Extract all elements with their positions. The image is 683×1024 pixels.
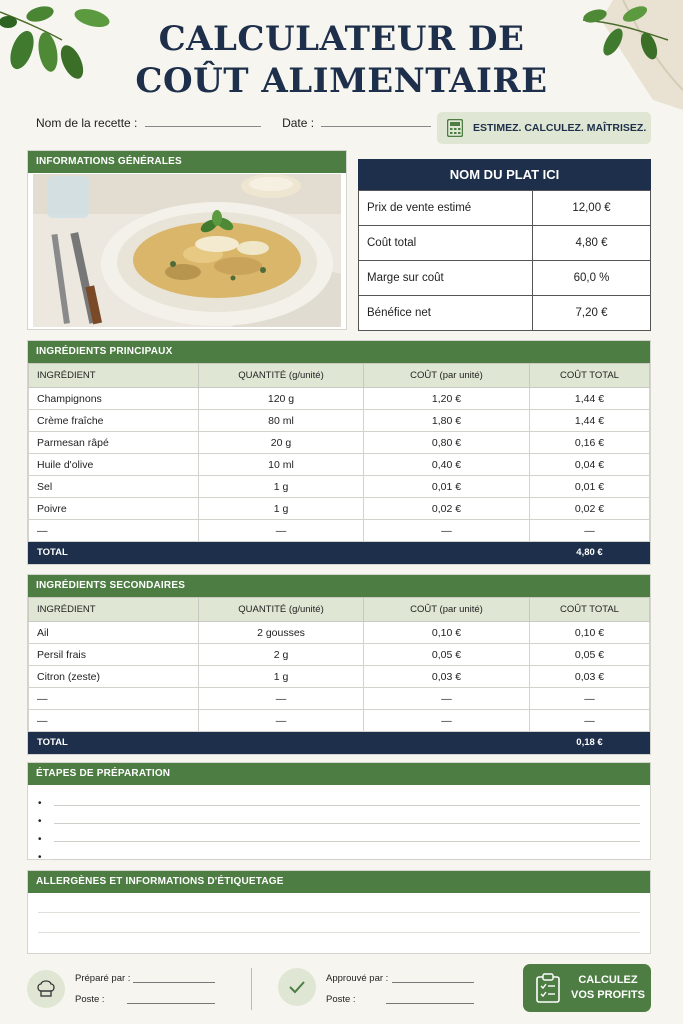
table-row (29, 520, 650, 542)
table-row (29, 410, 650, 432)
summary-label: Marge sur coût (359, 261, 533, 296)
post-field[interactable] (127, 1003, 215, 1004)
summary-row-profit (359, 296, 651, 331)
quantity-cell[interactable]: 2 gousses (199, 622, 364, 644)
chef-hat-badge (27, 970, 65, 1008)
secondary-ingredients-section (27, 574, 651, 755)
page-title: CALCULATEUR DE COÛT ALIMENTAIRE (135, 19, 548, 101)
main-total-row (29, 542, 650, 564)
total-cost-cell[interactable]: 0,01 € (530, 476, 650, 498)
table-row (29, 666, 650, 688)
ingredient-cell[interactable]: Huile d'olive (29, 454, 199, 476)
approved-by-field[interactable] (392, 982, 474, 983)
secondary-ingredients-header: INGRÉDIENTS SECONDAIRES (28, 575, 650, 597)
ingredient-cell[interactable]: Champignons (29, 388, 199, 410)
cta-label: CALCULEZ VOS PROFITS (571, 974, 645, 1001)
ingredient-cell[interactable]: Persil frais (29, 644, 199, 666)
post-field-2[interactable] (386, 1003, 474, 1004)
summary-row-margin (359, 261, 651, 296)
quantity-cell[interactable]: 80 ml (199, 410, 364, 432)
general-info-header: INFORMATIONS GÉNÉRALES (28, 151, 346, 173)
check-badge (278, 968, 316, 1006)
secondary-ingredients-table (28, 597, 650, 754)
bullet: • (38, 798, 42, 809)
calculator-icon (447, 119, 463, 137)
table-row (29, 388, 650, 410)
summary-label: Prix de vente estimé (359, 191, 533, 226)
col-quantity: QUANTITÉ (g/unité) (199, 598, 364, 622)
table-row (29, 432, 650, 454)
calculate-profits-button[interactable] (523, 964, 651, 1012)
unit-cost-cell[interactable]: — (364, 688, 530, 710)
ingredient-cell[interactable]: Poivre (29, 498, 199, 520)
dish-summary-table (358, 190, 651, 331)
approved-by-label: Approuvé par : (326, 973, 389, 984)
main-ingredients-rows (29, 388, 650, 542)
main-ingredients-section (27, 340, 651, 565)
ingredient-cell[interactable]: Crème fraîche (29, 410, 199, 432)
total-cost-cell[interactable]: 0,03 € (530, 666, 650, 688)
total-value: 0,18 € (530, 732, 650, 754)
total-cost-cell[interactable]: 0,10 € (530, 622, 650, 644)
recipe-name-label: Nom de la recette : (36, 116, 138, 130)
check-icon (286, 976, 308, 998)
quantity-cell[interactable]: — (199, 710, 364, 732)
quantity-cell[interactable]: — (199, 688, 364, 710)
dish-title[interactable]: NOM DU PLAT ICI (358, 159, 651, 190)
bullet: • (38, 834, 42, 845)
quantity-cell[interactable]: 1 g (199, 666, 364, 688)
secondary-total-row (29, 732, 650, 754)
recipe-name-field[interactable] (145, 117, 261, 127)
step-line[interactable] (38, 809, 640, 827)
quantity-cell[interactable]: 2 g (199, 644, 364, 666)
quantity-cell[interactable]: 1 g (199, 498, 364, 520)
prepared-by-field[interactable] (133, 982, 215, 983)
preparation-header: ÉTAPES DE PRÉPARATION (28, 763, 650, 785)
ingredient-cell[interactable]: — (29, 688, 199, 710)
allergens-header: ALLERGÈNES ET INFORMATIONS D'ÉTIQUETAGE (28, 871, 650, 893)
col-ingredient: INGRÉDIENT (29, 364, 199, 388)
unit-cost-cell[interactable]: 0,80 € (364, 432, 530, 454)
quantity-cell[interactable]: 120 g (199, 388, 364, 410)
bullet: • (38, 816, 42, 827)
tagline-text: ESTIMEZ. CALCULEZ. MAÎTRISEZ. (473, 122, 647, 134)
total-label: TOTAL (29, 732, 530, 754)
ingredient-cell[interactable]: Citron (zeste) (29, 666, 199, 688)
step-line[interactable] (38, 827, 640, 845)
step-line[interactable] (38, 791, 640, 809)
total-cost-cell[interactable]: 0,02 € (530, 498, 650, 520)
total-cost-cell[interactable]: 0,16 € (530, 432, 650, 454)
unit-cost-cell[interactable]: 0,40 € (364, 454, 530, 476)
ingredient-cell[interactable]: Parmesan râpé (29, 432, 199, 454)
table-row (29, 710, 650, 732)
step-line[interactable] (38, 845, 640, 863)
summary-value[interactable]: 12,00 € (533, 191, 651, 226)
quantity-cell[interactable]: 20 g (199, 432, 364, 454)
quantity-cell[interactable]: — (199, 520, 364, 542)
total-label: TOTAL (29, 542, 530, 564)
table-row (29, 454, 650, 476)
date-field[interactable] (321, 117, 431, 127)
ingredient-cell[interactable]: Sel (29, 476, 199, 498)
unit-cost-cell[interactable]: 0,01 € (364, 476, 530, 498)
secondary-ingredients-rows (29, 622, 650, 732)
total-cost-cell[interactable]: — (530, 710, 650, 732)
summary-label: Bénéfice net (359, 296, 533, 331)
risotto-photo (33, 174, 341, 327)
main-ingredients-table (28, 363, 650, 564)
table-row (29, 498, 650, 520)
total-cost-cell[interactable]: 1,44 € (530, 388, 650, 410)
col-total-cost: COÛT TOTAL (530, 598, 650, 622)
dish-summary (358, 159, 651, 331)
post-label: Poste : (75, 994, 105, 1005)
summary-value[interactable]: 60,0 % (533, 261, 651, 296)
allergen-line[interactable] (38, 893, 640, 913)
footer-divider (251, 968, 252, 1010)
date-label: Date : (282, 116, 315, 130)
summary-row-price (359, 191, 651, 226)
total-cost-cell[interactable]: 0,04 € (530, 454, 650, 476)
unit-cost-cell[interactable]: 0,02 € (364, 498, 530, 520)
total-value: 4,80 € (530, 542, 650, 564)
total-cost-cell[interactable]: — (530, 688, 650, 710)
bullet: • (38, 852, 42, 863)
table-row (29, 476, 650, 498)
prepared-by-label: Préparé par : (75, 973, 131, 984)
summary-row-cost (359, 226, 651, 261)
preparation-section (27, 762, 651, 863)
table-row (29, 622, 650, 644)
post-label-2: Poste : (326, 994, 356, 1005)
table-row (29, 688, 650, 710)
allergens-section (27, 870, 651, 954)
total-cost-cell[interactable]: 0,05 € (530, 644, 650, 666)
unit-cost-cell[interactable]: 0,05 € (364, 644, 530, 666)
general-info-panel (27, 150, 347, 330)
col-ingredient: INGRÉDIENT (29, 598, 199, 622)
unit-cost-cell[interactable]: 1,80 € (364, 410, 530, 432)
quantity-cell[interactable]: 1 g (199, 476, 364, 498)
main-ingredients-header: INGRÉDIENTS PRINCIPAUX (28, 341, 650, 363)
unit-cost-cell[interactable]: 0,03 € (364, 666, 530, 688)
summary-value[interactable]: 4,80 € (533, 226, 651, 261)
col-unit-cost: COÛT (par unité) (364, 364, 530, 388)
allergen-line[interactable] (38, 913, 640, 933)
col-quantity: QUANTITÉ (g/unité) (199, 364, 364, 388)
recipe-meta-row (36, 116, 431, 130)
total-cost-cell[interactable]: — (530, 520, 650, 542)
summary-value[interactable]: 7,20 € (533, 296, 651, 331)
ingredient-cell[interactable]: — (29, 710, 199, 732)
unit-cost-cell[interactable]: 0,10 € (364, 622, 530, 644)
col-unit-cost: COÛT (par unité) (364, 598, 530, 622)
clipboard-icon (535, 973, 561, 1003)
table-row (29, 644, 650, 666)
summary-label: Coût total (359, 226, 533, 261)
unit-cost-cell[interactable]: — (364, 520, 530, 542)
unit-cost-cell[interactable]: 1,20 € (364, 388, 530, 410)
allergen-line[interactable] (38, 933, 640, 953)
tagline-badge (437, 112, 651, 144)
col-total-cost: COÛT TOTAL (530, 364, 650, 388)
unit-cost-cell[interactable]: — (364, 710, 530, 732)
preparation-steps (28, 785, 650, 863)
total-cost-cell[interactable]: 1,44 € (530, 410, 650, 432)
quantity-cell[interactable]: 10 ml (199, 454, 364, 476)
ingredient-cell[interactable]: — (29, 520, 199, 542)
chef-hat-icon (35, 978, 57, 1000)
ingredient-cell[interactable]: Ail (29, 622, 199, 644)
